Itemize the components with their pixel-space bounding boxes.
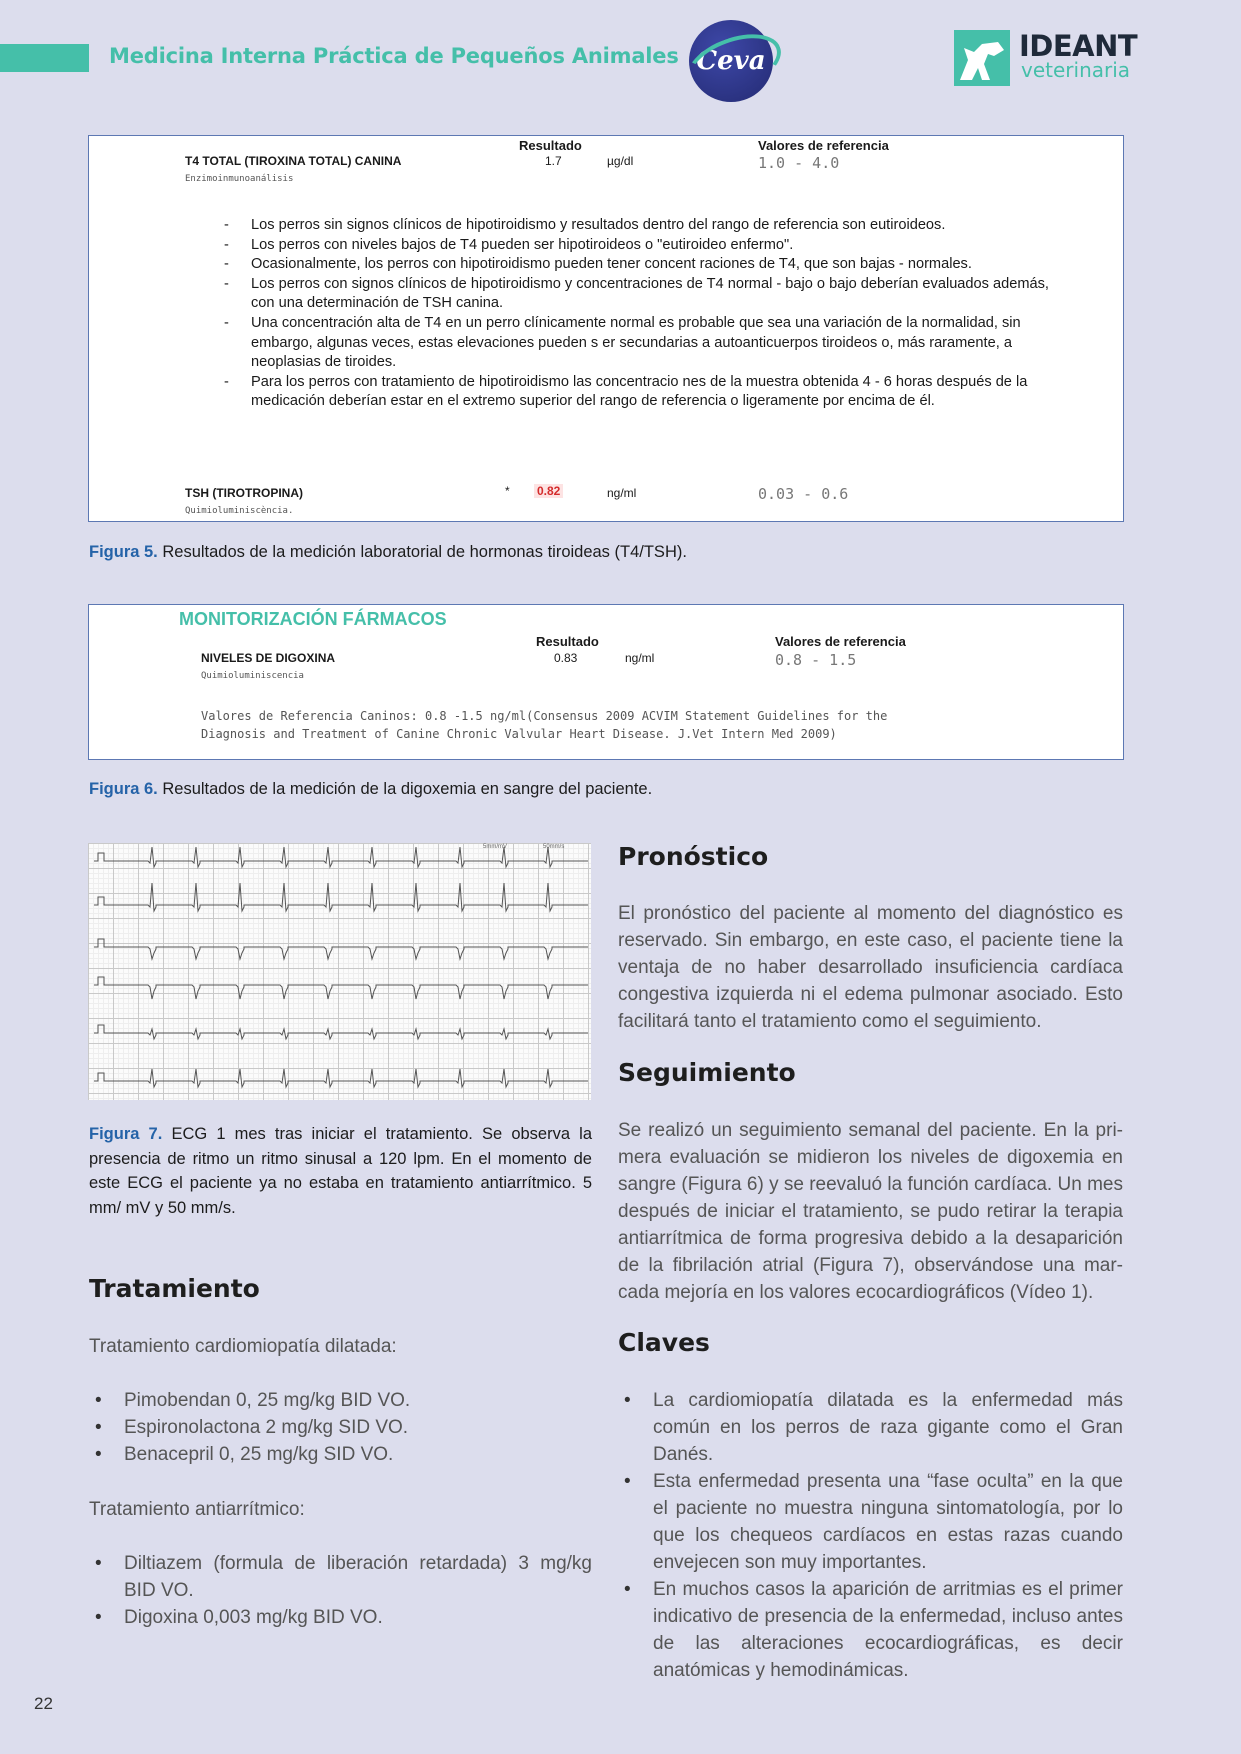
note-item: - Los perros con signos clínicos de hipotiroidismo y concentraciones de T4 normal - bajo o bajo deberían evaluados además, con una determinación de TSH canina.	[224, 275, 1054, 314]
tsh-flag: *	[505, 484, 510, 498]
heading-seguimiento: Seguimiento	[618, 1058, 796, 1087]
reference-note-line1: Valores de Referencia Caninos: 0.8 -1.5 ng/ml(Consensus 2009 ACVIM Statement Guidelines for the	[201, 709, 888, 723]
tsh-method: Quimioluminiscència.	[185, 506, 294, 516]
tsh-reference: 0.03 - 0.6	[758, 485, 849, 503]
pronostico-text: El pronóstico del paciente al momento del diagnóstico es reservado. Sin embargo, en este caso, el paciente tiene la ventaja de no haber desarrollado insuficiencia cardíaca congestiva izquierda ni el edema pulmonar asociado. Esto facilitará tanto el tratamiento como el seguimiento.	[618, 903, 1123, 1032]
ideant-dog-icon	[954, 30, 1010, 86]
t4-value: 1.7	[545, 154, 562, 168]
digoxin-method: Quimioluminiscencia	[201, 671, 304, 681]
digoxin-unit: ng/ml	[625, 651, 655, 665]
list-item: • Benacepril 0, 25 mg/kg SID VO.	[89, 1441, 592, 1468]
note-item: - Una concentración alta de T4 en un perro clínicamente normal es probable que sea una variación de la normalidad, sin embargo, algunas veces, estas elevaciones pueden s er secundarias a autoanticuerpos tiroideos o, más raramente, a neoplasias de tiroides.	[224, 314, 1054, 373]
ideant-logo-sub: veterinaria	[1021, 58, 1131, 82]
list-item: • En muchos casos la aparición de arritmias es el primer indicativo de presencia de la enfermedad, incluso antes de las alteraciones ecocardiográficas, es decir anatómicas y hemodinámicas.	[618, 1576, 1123, 1684]
figure6-lab-report	[88, 604, 1124, 760]
ecg-sensitivity-label: 5mm/mV	[483, 844, 507, 850]
ecg-traces	[88, 843, 591, 1100]
note-item: - Ocasionalmente, los perros con hipotiroidismo pueden tener concent raciones de T4, que son bajas - normales.	[224, 255, 1054, 275]
ecg-lead-trace	[94, 939, 588, 959]
drug-monitoring-title: MONITORIZACIÓN FÁRMACOS	[179, 609, 447, 629]
t4-reference: 1.0 - 4.0	[758, 154, 840, 172]
ecg-lead-trace	[94, 1025, 588, 1039]
tsh-test-name: TSH (TIROTROPINA)	[185, 486, 303, 500]
figure7-caption-text: ECG 1 mes tras iniciar el tratamiento. Se observa la presencia de ritmo un ritmo sinusal a 120 lpm. En el momento de este ECG el paciente ya no estaba en tratamiento antiarrítmico. 5 mm/ mV y 50 mm/s.	[89, 1125, 592, 1217]
col-result-header: Resultado	[519, 138, 582, 153]
heading-claves: Claves	[618, 1328, 710, 1357]
ecg-lead-trace	[94, 1069, 588, 1087]
digoxin-reference: 0.8 - 1.5	[775, 651, 857, 669]
figure6-caption	[89, 780, 652, 799]
tsh-value-flagged: 0.82	[534, 484, 563, 498]
tratamiento-list2	[89, 1550, 592, 1631]
digoxin-test-name: NIVELES DE DIGOXINA	[201, 651, 336, 665]
t4-unit: µg/dl	[607, 154, 634, 168]
col-reference-header: Valores de referencia	[775, 634, 906, 649]
col-result-header: Resultado	[536, 634, 599, 649]
t4-interpretation-notes	[224, 216, 1054, 412]
ecg-strip-image	[88, 843, 591, 1100]
ceva-logo	[689, 20, 773, 102]
digoxin-value: 0.83	[554, 651, 578, 665]
figure6-caption-text: Resultados de la medición de la digoxemia en sangre del paciente.	[157, 780, 653, 798]
seguimiento-text: Se realizó un seguimiento semanal del paciente. En la primera evaluación se midieron los niveles de digoxemia en sangre (Figura 6) y se reevaluó la función cardíaca. Un mes después de iniciar el tratamiento, se pudo retirar la terapia antiarrítmica de forma progresiva debido a la desaparición de la fibrilación atrial (Figura 7), observándose una marcada mejoría en los valores ecocardiográficos (Vídeo 1).	[618, 1120, 1123, 1303]
header-accent-bar	[0, 44, 89, 72]
heading-pronostico: Pronóstico	[618, 842, 769, 871]
claves-list	[618, 1387, 1123, 1684]
tratamiento-sub1: Tratamiento cardiomiopatía dilatada:	[89, 1336, 397, 1357]
list-item: • Diltiazem (formula de liberación retardada) 3 mg/kg BID VO.	[89, 1550, 592, 1604]
list-item: • Espironolactona 2 mg/kg SID VO.	[89, 1414, 592, 1441]
ecg-lead-trace	[94, 883, 588, 911]
ecg-lead-trace	[94, 847, 588, 867]
ecg-speed-label: 50mm/s	[543, 844, 565, 850]
tratamiento-sub2: Tratamiento antiarrítmico:	[89, 1499, 305, 1520]
figure7-caption-label: Figura 7.	[89, 1125, 163, 1143]
page-number: 22	[34, 1694, 53, 1713]
list-item: • Digoxina 0,003 mg/kg BID VO.	[89, 1604, 592, 1631]
figure5-caption-label: Figura 5.	[89, 543, 158, 561]
tratamiento-list1	[89, 1387, 592, 1468]
reference-note-line2: Diagnosis and Treatment of Canine Chronic Valvular Heart Disease. J.Vet Intern Med 2009)	[201, 727, 837, 741]
ecg-lead-trace	[94, 977, 588, 999]
heading-tratamiento: Tratamiento	[89, 1274, 260, 1303]
list-item: • La cardiomiopatía dilatada es la enfermedad más común en los perros de raza gigante como el Gran Danés.	[618, 1387, 1123, 1468]
ceva-logo-text: Ceva	[696, 46, 766, 76]
ideant-logo-name: IDEANT	[1019, 29, 1138, 63]
figure7-caption	[89, 1122, 592, 1220]
figure5-caption-text: Resultados de la medición laboratorial de hormonas tiroideas (T4/TSH).	[157, 543, 687, 561]
note-item: - Los perros con niveles bajos de T4 pueden ser hipotiroideos o "eutiroideo enfermo".	[224, 236, 1054, 256]
note-item: - Para los perros con tratamiento de hipotiroidismo las concentracio nes de la muestra obtenida 4 - 6 horas después de la medicación deberían estar en el extremo superior del rango de referencia o ligeramente por encima de él.	[224, 373, 1054, 412]
list-item: • Esta enfermedad presenta una “fase oculta” en la que el paciente no muestra ninguna sintomatología, por lo que los chequeos cardíacos en estas razas cuando envejecen son muy importantes.	[618, 1468, 1123, 1576]
figure6-caption-label: Figura 6.	[89, 780, 158, 798]
figure5-caption	[89, 543, 687, 562]
col-reference-header: Valores de referencia	[758, 138, 889, 153]
t4-method: Enzimoinmunoanálisis	[185, 174, 294, 184]
list-item: • Pimobendan 0, 25 mg/kg BID VO.	[89, 1387, 592, 1414]
tsh-unit: ng/ml	[607, 486, 637, 500]
note-item: - Los perros sin signos clínicos de hipotiroidismo y resultados dentro del rango de referencia son eutiroideos.	[224, 216, 1054, 236]
t4-test-name: T4 TOTAL (TIROXINA TOTAL) CANINA	[185, 154, 402, 168]
journal-title: Medicina Interna Práctica de Pequeños Animales	[109, 44, 679, 68]
figure5-lab-report	[88, 135, 1124, 522]
